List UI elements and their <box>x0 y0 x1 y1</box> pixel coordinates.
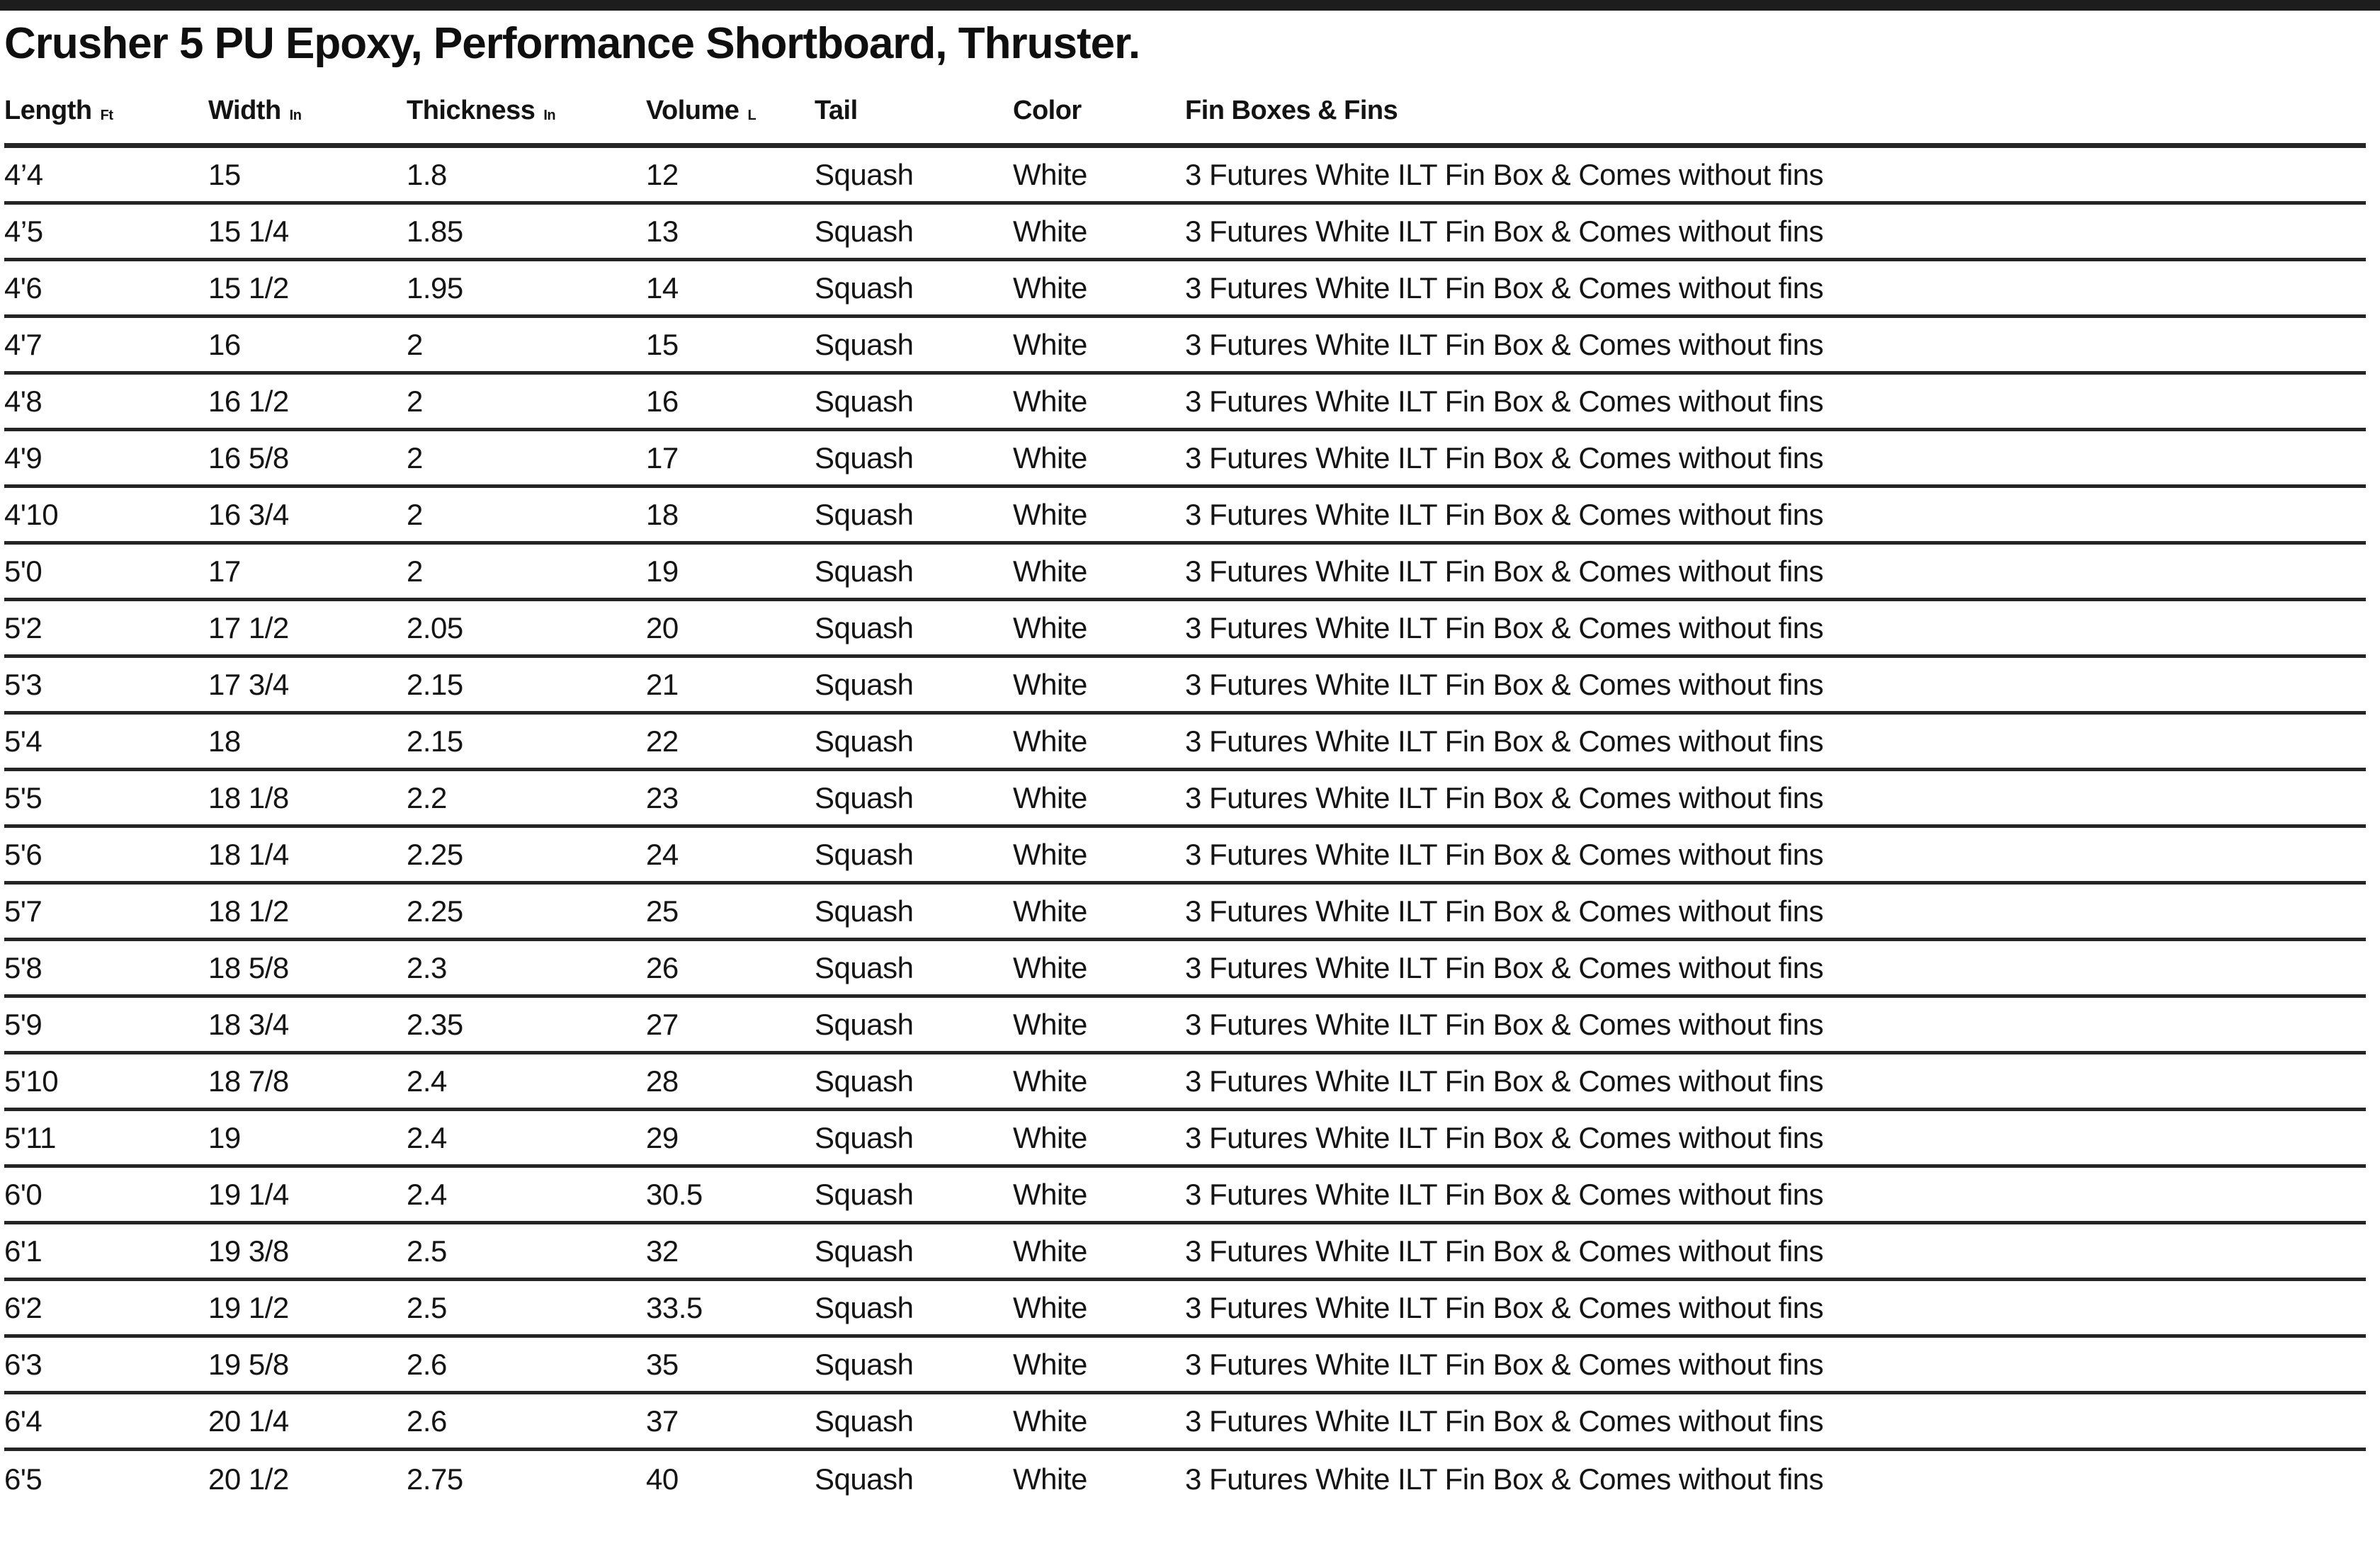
cell-color: White <box>1013 894 1087 928</box>
cell-width: 20 1/4 <box>208 1404 289 1438</box>
cell-thickness: 1.85 <box>407 214 463 248</box>
table-row <box>4 148 2366 205</box>
column-header-width <box>208 96 407 126</box>
cell-length: 5'8 <box>4 950 42 984</box>
cell-length: 4’5 <box>4 214 43 248</box>
cell-width: 17 3/4 <box>208 667 289 701</box>
column-header-color <box>1013 96 1185 126</box>
table-row <box>4 1338 2366 1394</box>
cell-width: 20 1/2 <box>208 1462 289 1496</box>
cell-thickness: 2.4 <box>407 1120 447 1154</box>
cell-volume: 15 <box>646 327 679 361</box>
cell-fins: 3 Futures White ILT Fin Box & Comes without fins <box>1185 1462 1824 1496</box>
cell-fins: 3 Futures White ILT Fin Box & Comes without fins <box>1185 1404 1824 1438</box>
cell-fins: 3 Futures White ILT Fin Box & Comes without fins <box>1185 440 1824 474</box>
cell-volume: 37 <box>646 1404 679 1438</box>
cell-fins: 3 Futures White ILT Fin Box & Comes without fins <box>1185 610 1824 644</box>
table-row <box>4 828 2366 885</box>
cell-color: White <box>1013 271 1087 305</box>
table-row <box>4 1168 2366 1224</box>
size-chart-table <box>0 66 2366 1508</box>
cell-width: 16 1/2 <box>208 384 289 418</box>
table-row <box>4 431 2366 488</box>
cell-tail: Squash <box>815 724 914 758</box>
cell-tail: Squash <box>815 1290 914 1324</box>
cell-fins: 3 Futures White ILT Fin Box & Comes without fins <box>1185 554 1824 588</box>
cell-tail: Squash <box>815 214 914 248</box>
cell-fins: 3 Futures White ILT Fin Box & Comes without fins <box>1185 214 1824 248</box>
column-header-length <box>4 96 208 126</box>
column-header-color-label: Color <box>1013 96 1082 125</box>
cell-volume: 12 <box>646 157 679 191</box>
cell-volume: 35 <box>646 1347 679 1381</box>
cell-width: 18 5/8 <box>208 950 289 984</box>
cell-thickness: 2.15 <box>407 724 463 758</box>
table-row <box>4 375 2366 431</box>
cell-length: 4'9 <box>4 440 42 474</box>
cell-volume: 27 <box>646 1007 679 1041</box>
cell-tail: Squash <box>815 1404 914 1438</box>
cell-volume: 28 <box>646 1064 679 1098</box>
cell-length: 5'10 <box>4 1064 59 1098</box>
cell-length: 6'1 <box>4 1234 42 1268</box>
cell-volume: 18 <box>646 497 679 531</box>
cell-color: White <box>1013 327 1087 361</box>
cell-width: 17 <box>208 554 241 588</box>
column-header-length-unit: Ft <box>100 108 113 123</box>
cell-thickness: 1.95 <box>407 271 463 305</box>
cell-fins: 3 Futures White ILT Fin Box & Comes without fins <box>1185 1064 1824 1098</box>
cell-width: 18 <box>208 724 241 758</box>
cell-width: 18 1/4 <box>208 837 289 871</box>
cell-width: 19 1/4 <box>208 1177 289 1211</box>
table-row <box>4 261 2366 318</box>
cell-tail: Squash <box>815 384 914 418</box>
cell-fins: 3 Futures White ILT Fin Box & Comes without fins <box>1185 1290 1824 1324</box>
table-row <box>4 601 2366 658</box>
table-row <box>4 1224 2366 1281</box>
table-row <box>4 771 2366 828</box>
cell-volume: 21 <box>646 667 679 701</box>
cell-volume: 17 <box>646 440 679 474</box>
cell-length: 4'10 <box>4 497 59 531</box>
cell-color: White <box>1013 724 1087 758</box>
column-header-width-unit: In <box>289 108 302 123</box>
cell-tail: Squash <box>815 157 914 191</box>
column-header-tail <box>815 96 1013 126</box>
column-header-width-label: Width <box>208 96 281 125</box>
cell-tail: Squash <box>815 610 914 644</box>
cell-width: 19 <box>208 1120 241 1154</box>
cell-fins: 3 Futures White ILT Fin Box & Comes without fins <box>1185 1177 1824 1211</box>
cell-tail: Squash <box>815 497 914 531</box>
cell-volume: 14 <box>646 271 679 305</box>
cell-length: 6'4 <box>4 1404 42 1438</box>
cell-color: White <box>1013 157 1087 191</box>
cell-color: White <box>1013 1234 1087 1268</box>
cell-color: White <box>1013 214 1087 248</box>
cell-thickness: 2 <box>407 384 423 418</box>
cell-length: 5'4 <box>4 724 42 758</box>
cell-tail: Squash <box>815 440 914 474</box>
cell-thickness: 2.3 <box>407 950 447 984</box>
cell-width: 19 3/8 <box>208 1234 289 1268</box>
cell-volume: 22 <box>646 724 679 758</box>
cell-volume: 13 <box>646 214 679 248</box>
cell-length: 5'5 <box>4 780 42 814</box>
cell-length: 4'7 <box>4 327 42 361</box>
cell-fins: 3 Futures White ILT Fin Box & Comes without fins <box>1185 497 1824 531</box>
cell-width: 17 1/2 <box>208 610 289 644</box>
cell-thickness: 2.25 <box>407 837 463 871</box>
cell-volume: 24 <box>646 837 679 871</box>
cell-length: 6'5 <box>4 1462 42 1496</box>
column-header-volume-unit: L <box>747 108 756 123</box>
table-row <box>4 1281 2366 1338</box>
table-row <box>4 1111 2366 1168</box>
cell-color: White <box>1013 497 1087 531</box>
page-title: Crusher 5 PU Epoxy, Performance Shortboard, Thruster. <box>4 19 1140 68</box>
column-header-thickness <box>407 96 646 126</box>
cell-fins: 3 Futures White ILT Fin Box & Comes without fins <box>1185 1347 1824 1381</box>
cell-color: White <box>1013 1347 1087 1381</box>
cell-fins: 3 Futures White ILT Fin Box & Comes without fins <box>1185 327 1824 361</box>
cell-thickness: 2.75 <box>407 1462 463 1496</box>
cell-volume: 20 <box>646 610 679 644</box>
cell-thickness: 2.4 <box>407 1177 447 1211</box>
cell-fins: 3 Futures White ILT Fin Box & Comes without fins <box>1185 1234 1824 1268</box>
cell-color: White <box>1013 837 1087 871</box>
cell-width: 15 <box>208 157 241 191</box>
cell-thickness: 2.25 <box>407 894 463 928</box>
cell-thickness: 2 <box>407 497 423 531</box>
cell-length: 4’4 <box>4 157 43 191</box>
cell-color: White <box>1013 1064 1087 1098</box>
cell-length: 5'7 <box>4 894 42 928</box>
cell-thickness: 2.2 <box>407 780 447 814</box>
cell-tail: Squash <box>815 554 914 588</box>
cell-length: 4'6 <box>4 271 42 305</box>
cell-fins: 3 Futures White ILT Fin Box & Comes without fins <box>1185 950 1824 984</box>
cell-thickness: 2.05 <box>407 610 463 644</box>
cell-width: 18 7/8 <box>208 1064 289 1098</box>
cell-fins: 3 Futures White ILT Fin Box & Comes without fins <box>1185 667 1824 701</box>
top-border-bar <box>0 0 2380 11</box>
cell-color: White <box>1013 440 1087 474</box>
cell-volume: 33.5 <box>646 1290 703 1324</box>
cell-color: White <box>1013 1462 1087 1496</box>
cell-volume: 29 <box>646 1120 679 1154</box>
cell-fins: 3 Futures White ILT Fin Box & Comes without fins <box>1185 271 1824 305</box>
cell-fins: 3 Futures White ILT Fin Box & Comes without fins <box>1185 837 1824 871</box>
cell-thickness: 2.15 <box>407 667 463 701</box>
cell-length: 4'8 <box>4 384 42 418</box>
cell-width: 16 <box>208 327 241 361</box>
cell-thickness: 2 <box>407 554 423 588</box>
cell-tail: Squash <box>815 271 914 305</box>
cell-length: 6'3 <box>4 1347 42 1381</box>
cell-color: White <box>1013 1007 1087 1041</box>
cell-fins: 3 Futures White ILT Fin Box & Comes without fins <box>1185 780 1824 814</box>
cell-color: White <box>1013 384 1087 418</box>
cell-volume: 23 <box>646 780 679 814</box>
table-body <box>4 148 2366 1508</box>
cell-width: 15 1/4 <box>208 214 289 248</box>
cell-thickness: 2.4 <box>407 1064 447 1098</box>
cell-tail: Squash <box>815 1007 914 1041</box>
column-header-thickness-label: Thickness <box>407 96 536 125</box>
cell-tail: Squash <box>815 327 914 361</box>
table-row <box>4 318 2366 375</box>
cell-color: White <box>1013 1290 1087 1324</box>
cell-length: 6'0 <box>4 1177 42 1211</box>
cell-volume: 25 <box>646 894 679 928</box>
cell-thickness: 2.5 <box>407 1234 447 1268</box>
table-row <box>4 1394 2366 1451</box>
cell-color: White <box>1013 780 1087 814</box>
table-row <box>4 658 2366 715</box>
table-row <box>4 488 2366 545</box>
table-row <box>4 545 2366 601</box>
column-header-volume <box>646 96 815 126</box>
cell-color: White <box>1013 610 1087 644</box>
column-header-length-label: Length <box>4 96 92 125</box>
table-row <box>4 205 2366 261</box>
cell-color: White <box>1013 1120 1087 1154</box>
cell-width: 16 5/8 <box>208 440 289 474</box>
table-row <box>4 715 2366 771</box>
cell-length: 5'0 <box>4 554 42 588</box>
cell-thickness: 2.6 <box>407 1347 447 1381</box>
cell-color: White <box>1013 667 1087 701</box>
cell-tail: Squash <box>815 1347 914 1381</box>
cell-tail: Squash <box>815 950 914 984</box>
cell-fins: 3 Futures White ILT Fin Box & Comes without fins <box>1185 724 1824 758</box>
cell-tail: Squash <box>815 1177 914 1211</box>
cell-color: White <box>1013 1404 1087 1438</box>
cell-fins: 3 Futures White ILT Fin Box & Comes without fins <box>1185 384 1824 418</box>
column-header-thickness-unit: In <box>543 108 556 123</box>
cell-tail: Squash <box>815 837 914 871</box>
cell-length: 5'6 <box>4 837 42 871</box>
column-header-volume-label: Volume <box>646 96 740 125</box>
cell-length: 5'2 <box>4 610 42 644</box>
column-header-fins-label: Fin Boxes & Fins <box>1185 96 1398 125</box>
table-header-row <box>4 66 2366 148</box>
cell-color: White <box>1013 1177 1087 1211</box>
cell-tail: Squash <box>815 1462 914 1496</box>
cell-thickness: 2 <box>407 327 423 361</box>
cell-volume: 26 <box>646 950 679 984</box>
cell-width: 19 5/8 <box>208 1347 289 1381</box>
cell-volume: 40 <box>646 1462 679 1496</box>
cell-length: 5'11 <box>4 1120 56 1154</box>
table-row <box>4 1054 2366 1111</box>
cell-tail: Squash <box>815 667 914 701</box>
table-row <box>4 941 2366 998</box>
table-row <box>4 1451 2366 1508</box>
cell-width: 15 1/2 <box>208 271 289 305</box>
cell-thickness: 2.6 <box>407 1404 447 1438</box>
cell-width: 18 1/8 <box>208 780 289 814</box>
cell-width: 18 1/2 <box>208 894 289 928</box>
cell-width: 19 1/2 <box>208 1290 289 1324</box>
cell-length: 6'2 <box>4 1290 42 1324</box>
cell-fins: 3 Futures White ILT Fin Box & Comes without fins <box>1185 894 1824 928</box>
cell-fins: 3 Futures White ILT Fin Box & Comes without fins <box>1185 1007 1824 1041</box>
cell-thickness: 2.5 <box>407 1290 447 1324</box>
cell-tail: Squash <box>815 1234 914 1268</box>
cell-volume: 30.5 <box>646 1177 703 1211</box>
cell-width: 18 3/4 <box>208 1007 289 1041</box>
cell-length: 5'3 <box>4 667 42 701</box>
cell-color: White <box>1013 950 1087 984</box>
table-row <box>4 885 2366 941</box>
cell-thickness: 1.8 <box>407 157 447 191</box>
column-header-tail-label: Tail <box>815 96 858 125</box>
cell-tail: Squash <box>815 894 914 928</box>
cell-width: 16 3/4 <box>208 497 289 531</box>
cell-tail: Squash <box>815 780 914 814</box>
cell-volume: 16 <box>646 384 679 418</box>
table-row <box>4 998 2366 1054</box>
cell-volume: 19 <box>646 554 679 588</box>
cell-fins: 3 Futures White ILT Fin Box & Comes without fins <box>1185 157 1824 191</box>
cell-color: White <box>1013 554 1087 588</box>
cell-volume: 32 <box>646 1234 679 1268</box>
cell-thickness: 2 <box>407 440 423 474</box>
column-header-fins <box>1185 96 2366 126</box>
cell-fins: 3 Futures White ILT Fin Box & Comes without fins <box>1185 1120 1824 1154</box>
cell-tail: Squash <box>815 1120 914 1154</box>
cell-thickness: 2.35 <box>407 1007 463 1041</box>
cell-tail: Squash <box>815 1064 914 1098</box>
cell-length: 5'9 <box>4 1007 42 1041</box>
